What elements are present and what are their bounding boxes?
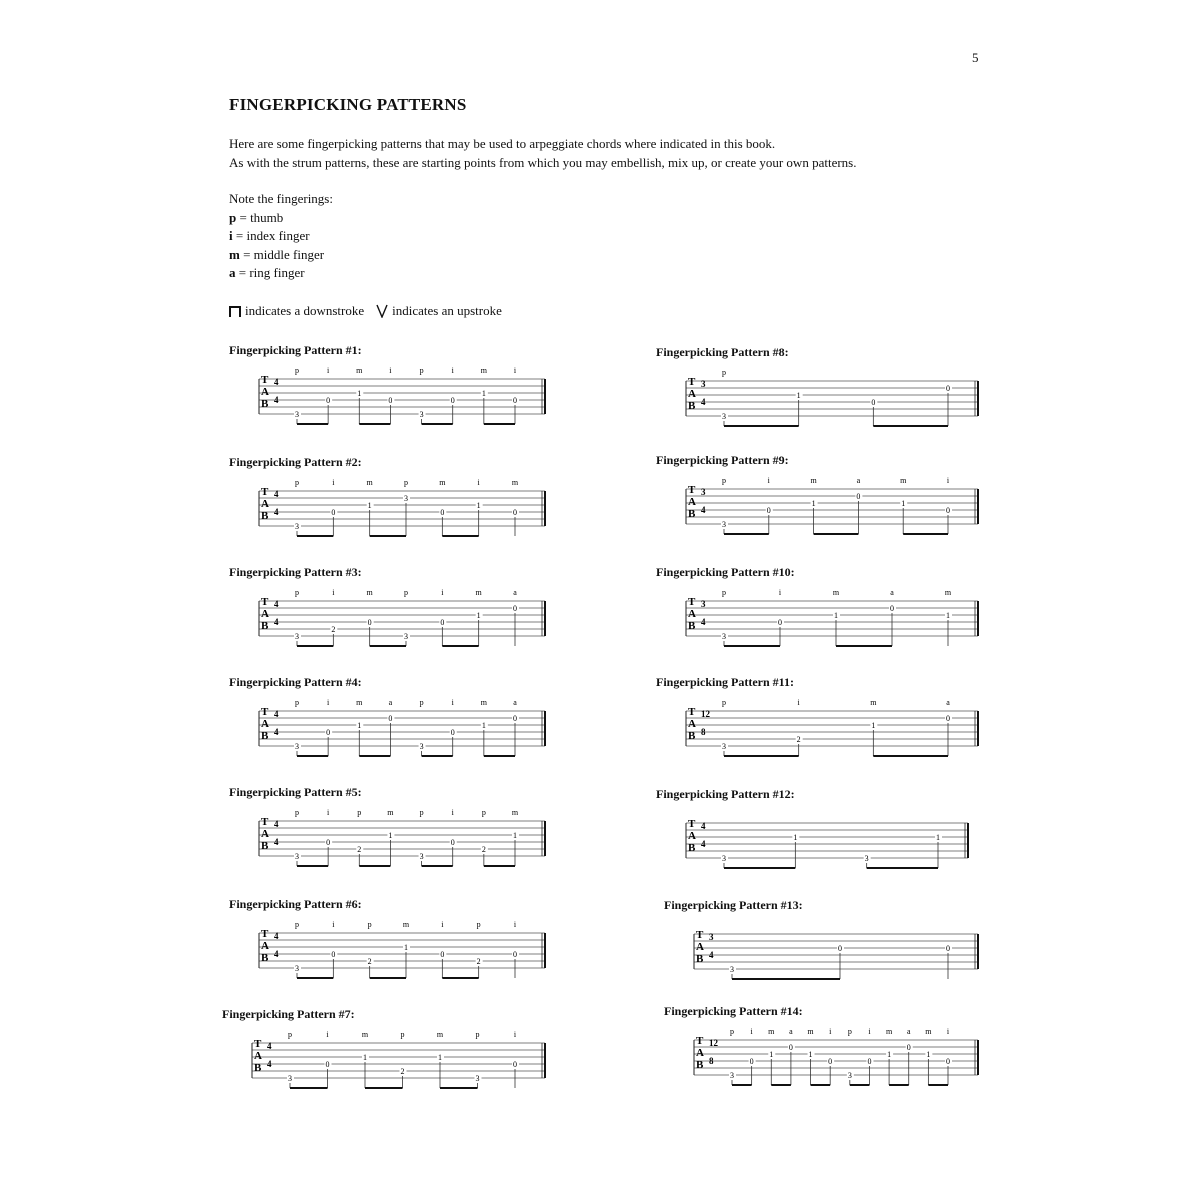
tab-staff xyxy=(686,579,988,659)
fret-number: 3 xyxy=(295,852,299,861)
downstroke-icon xyxy=(229,305,241,317)
pattern-label: Fingerpicking Pattern #8: xyxy=(656,345,789,359)
tab-letter: T xyxy=(696,1035,704,1047)
tab-staff xyxy=(694,912,988,992)
pattern-label: Fingerpicking Pattern #4: xyxy=(229,675,362,689)
fingering-heading: Note the fingerings: xyxy=(229,191,333,206)
fret-number: 1 xyxy=(476,611,481,620)
finger-label: a xyxy=(946,698,950,707)
tab-letter: A xyxy=(261,940,269,952)
fret-number: 1 xyxy=(926,1050,931,1059)
fret-number: 1 xyxy=(834,611,838,620)
tab-letter: B xyxy=(261,952,269,964)
fingering-legend xyxy=(229,190,333,283)
fret-number: 1 xyxy=(481,389,486,398)
fret-number: 0 xyxy=(440,950,445,959)
time-signature-bottom: 8 xyxy=(709,1056,714,1066)
fret-number: 0 xyxy=(946,714,950,723)
finger-label: p xyxy=(847,1027,852,1036)
finger-label: i xyxy=(332,920,335,929)
fret-number: 0 xyxy=(946,506,950,515)
tab-staff xyxy=(259,911,555,991)
finger-label: p xyxy=(419,698,424,707)
fret-number: 1 xyxy=(793,833,798,842)
fret-number: 1 xyxy=(871,721,876,730)
fret-number: 0 xyxy=(838,944,842,953)
finger-label: i xyxy=(778,588,782,597)
finger-label: p xyxy=(481,808,486,817)
tab-letter: T xyxy=(261,706,269,718)
fret-number: 3 xyxy=(419,410,424,419)
tab-letter: T xyxy=(688,818,696,830)
tab-staff xyxy=(259,469,555,549)
finger-label: i xyxy=(332,478,335,487)
fret-number: 3 xyxy=(288,1074,292,1083)
tab-letter: B xyxy=(688,400,696,412)
tab-staff xyxy=(259,357,555,437)
fret-number: 0 xyxy=(513,714,517,723)
tab-letter: T xyxy=(696,929,704,941)
time-signature-bottom: 4 xyxy=(274,837,279,847)
fret-number: 1 xyxy=(357,721,362,730)
fret-number: 3 xyxy=(722,520,726,529)
fret-number: 1 xyxy=(476,501,481,510)
finger-label: m xyxy=(807,1027,814,1036)
fret-number: 0 xyxy=(440,618,445,627)
fret-number: 0 xyxy=(388,714,393,723)
tab-letter: B xyxy=(261,510,269,522)
fret-number: 1 xyxy=(388,831,393,840)
finger-label: m xyxy=(356,698,363,707)
fret-number: 1 xyxy=(811,499,816,508)
pattern-label: Fingerpicking Pattern #13: xyxy=(664,898,803,912)
tab-staff xyxy=(686,689,988,769)
finger-label: p xyxy=(295,588,299,597)
tab-letter: A xyxy=(261,498,269,510)
fingering-item: i = index finger xyxy=(229,228,310,243)
fret-number: 0 xyxy=(326,396,331,405)
finger-label: m xyxy=(356,366,363,375)
finger-label: i xyxy=(829,1027,832,1036)
fret-number: 0 xyxy=(440,508,445,517)
finger-label: m xyxy=(900,476,907,485)
fret-number: 0 xyxy=(331,508,336,517)
fret-number: 0 xyxy=(513,508,517,517)
pattern-label: Fingerpicking Pattern #6: xyxy=(229,897,362,911)
fret-number: 2 xyxy=(331,625,336,634)
page-title: FINGERPICKING PATTERNS xyxy=(229,95,467,114)
fret-number: 3 xyxy=(295,410,299,419)
finger-label: p xyxy=(288,1030,292,1039)
fingering-item: a = ring finger xyxy=(229,265,305,280)
fret-number: 3 xyxy=(475,1074,480,1083)
finger-label: i xyxy=(513,920,517,929)
tab-letter: A xyxy=(688,718,696,730)
tab-letter: T xyxy=(688,706,696,718)
upstroke-icon xyxy=(376,304,388,318)
finger-label: m xyxy=(511,478,519,487)
finger-label: i xyxy=(946,476,950,485)
fret-number: 1 xyxy=(438,1053,442,1062)
tab-letter: B xyxy=(688,730,696,742)
finger-label: a xyxy=(789,1027,793,1036)
fret-number: 1 xyxy=(363,1053,367,1062)
finger-label: i xyxy=(451,808,454,817)
finger-label: i xyxy=(767,476,770,485)
fret-number: 0 xyxy=(367,618,372,627)
finger-label: m xyxy=(480,366,487,375)
finger-label: m xyxy=(511,808,519,817)
tab-letter: T xyxy=(688,484,696,496)
tab-letter: A xyxy=(688,608,696,620)
fret-number: 0 xyxy=(871,398,876,407)
fingering-item: m = middle finger xyxy=(229,246,325,262)
finger-label: m xyxy=(361,1030,369,1039)
fret-number: 1 xyxy=(796,391,801,400)
fret-number: 0 xyxy=(867,1057,872,1066)
fret-number: 3 xyxy=(722,632,726,641)
finger-label: i xyxy=(441,588,444,597)
finger-label: m xyxy=(870,698,877,707)
tab-letter: A xyxy=(696,941,704,953)
fret-number: 0 xyxy=(513,1060,517,1069)
downstroke-label: indicates a downstroke xyxy=(245,303,365,318)
fret-number: 3 xyxy=(419,742,424,751)
finger-label: a xyxy=(388,698,393,707)
finger-label: i xyxy=(326,1030,329,1039)
tab-letter: A xyxy=(688,830,696,842)
time-signature-top: 4 xyxy=(274,599,279,609)
fret-number: 2 xyxy=(796,735,801,744)
finger-label: p xyxy=(722,476,726,485)
tab-letter: T xyxy=(688,596,696,608)
fret-number: 3 xyxy=(730,1071,734,1080)
finger-label: i xyxy=(797,698,800,707)
pattern-label: Fingerpicking Pattern #12: xyxy=(656,787,795,801)
finger-label: p xyxy=(722,588,726,597)
finger-label: p xyxy=(295,808,299,817)
time-signature-bottom: 4 xyxy=(701,839,706,849)
tab-letter: T xyxy=(261,928,269,940)
fret-number: 0 xyxy=(513,950,517,959)
fret-number: 3 xyxy=(722,412,726,421)
time-signature-top: 3 xyxy=(709,932,714,942)
pattern-label: Fingerpicking Pattern #9: xyxy=(656,453,789,467)
fret-number: 0 xyxy=(890,604,894,613)
time-signature-bottom: 4 xyxy=(709,950,714,960)
finger-label: p xyxy=(419,808,424,817)
tab-staff xyxy=(252,1021,555,1101)
pattern-label: Fingerpicking Pattern #10: xyxy=(656,565,795,579)
intro-line: Here are some fingerpicking patterns that may be used to arpeggiate chords where indicated in this book. xyxy=(229,136,776,151)
finger-label: a xyxy=(906,1027,911,1036)
tab-letter: T xyxy=(261,486,269,498)
stroke-legend xyxy=(229,303,502,319)
time-signature-top: 4 xyxy=(274,377,279,387)
tab-letter: B xyxy=(261,398,269,410)
pattern-label: Fingerpicking Pattern #2: xyxy=(229,455,362,469)
tab-staff xyxy=(259,579,555,659)
tab-staff xyxy=(686,359,988,439)
fret-number: 1 xyxy=(936,833,940,842)
finger-label: m xyxy=(810,476,817,485)
fret-number: 3 xyxy=(730,965,734,974)
finger-label: m xyxy=(387,808,394,817)
fret-number: 3 xyxy=(404,494,408,503)
tab-letter: A xyxy=(261,386,269,398)
page-number: 5 xyxy=(972,50,979,65)
finger-label: m xyxy=(366,588,373,597)
fret-number: 0 xyxy=(906,1043,911,1052)
fret-number: 1 xyxy=(367,501,372,510)
finger-label: p xyxy=(400,1030,405,1039)
time-signature-bottom: 4 xyxy=(701,505,706,515)
finger-label: m xyxy=(832,588,840,597)
finger-label: p xyxy=(295,366,299,375)
fret-number: 0 xyxy=(331,950,336,959)
time-signature-bottom: 4 xyxy=(701,617,706,627)
fret-number: 0 xyxy=(325,1060,330,1069)
tab-letter: T xyxy=(688,376,696,388)
finger-label: p xyxy=(476,920,481,929)
time-signature-bottom: 4 xyxy=(274,949,279,959)
fret-number: 0 xyxy=(749,1057,754,1066)
time-signature-top: 4 xyxy=(701,821,706,831)
fret-number: 0 xyxy=(946,944,950,953)
finger-label: p xyxy=(404,478,408,487)
tab-letter: B xyxy=(254,1062,262,1074)
finger-label: p xyxy=(730,1027,734,1036)
fret-number: 0 xyxy=(513,604,517,613)
finger-label: p xyxy=(295,478,299,487)
fret-number: 0 xyxy=(513,396,517,405)
finger-label: i xyxy=(513,1030,517,1039)
time-signature-bottom: 4 xyxy=(701,397,706,407)
pattern-label: Fingerpicking Pattern #11: xyxy=(656,675,794,689)
tab-letter: A xyxy=(254,1050,262,1062)
finger-label: a xyxy=(856,476,861,485)
fret-number: 0 xyxy=(326,838,331,847)
time-signature-bottom: 8 xyxy=(701,727,706,737)
fret-number: 1 xyxy=(887,1050,892,1059)
time-signature-bottom: 4 xyxy=(267,1059,272,1069)
fret-number: 1 xyxy=(769,1050,774,1059)
fret-number: 2 xyxy=(357,845,362,854)
finger-label: m xyxy=(366,478,373,487)
fret-number: 0 xyxy=(450,838,455,847)
tab-staff xyxy=(686,801,978,881)
finger-label: i xyxy=(327,808,330,817)
finger-label: p xyxy=(419,366,424,375)
pattern-label: Fingerpicking Pattern #7: xyxy=(222,1007,355,1021)
fret-number: 3 xyxy=(295,964,299,973)
finger-label: i xyxy=(327,698,330,707)
tab-staff xyxy=(259,689,555,769)
tab-letter: B xyxy=(261,840,269,852)
fingering-item: p = thumb xyxy=(229,209,284,225)
finger-label: p xyxy=(404,588,408,597)
fret-number: 1 xyxy=(808,1050,813,1059)
time-signature-top: 12 xyxy=(709,1038,718,1048)
tab-letter: A xyxy=(261,718,269,730)
fret-number: 3 xyxy=(722,742,726,751)
time-signature-top: 12 xyxy=(701,709,710,719)
fret-number: 1 xyxy=(481,721,486,730)
fret-number: 2 xyxy=(367,957,372,966)
fret-number: 0 xyxy=(828,1057,833,1066)
finger-label: p xyxy=(295,920,299,929)
finger-label: m xyxy=(439,478,446,487)
finger-label: i xyxy=(451,366,454,375)
tab-letter: B xyxy=(261,730,269,742)
pattern-label: Fingerpicking Pattern #5: xyxy=(229,785,362,799)
fret-number: 1 xyxy=(357,389,362,398)
finger-label: i xyxy=(441,920,444,929)
tab-letter: A xyxy=(261,608,269,620)
time-signature-bottom: 4 xyxy=(274,617,279,627)
tab-letter: A xyxy=(261,828,269,840)
upstroke-label: indicates an upstroke xyxy=(392,303,502,318)
finger-label: p xyxy=(722,698,726,707)
finger-label: i xyxy=(750,1027,753,1036)
tab-letter: B xyxy=(696,953,704,965)
finger-label: m xyxy=(925,1027,932,1036)
tab-letter: B xyxy=(688,842,696,854)
time-signature-bottom: 4 xyxy=(274,395,279,405)
fret-number: 3 xyxy=(404,632,408,641)
fret-number: 3 xyxy=(847,1071,852,1080)
finger-label: m xyxy=(885,1027,893,1036)
tab-letter: B xyxy=(688,620,696,632)
intro-text xyxy=(229,135,856,172)
fret-number: 0 xyxy=(946,384,950,393)
finger-label: m xyxy=(944,588,952,597)
fret-number: 0 xyxy=(388,396,393,405)
finger-label: i xyxy=(451,698,454,707)
finger-label: m xyxy=(475,588,482,597)
finger-label: i xyxy=(513,366,517,375)
tab-staff xyxy=(686,467,988,547)
time-signature-top: 3 xyxy=(701,599,706,609)
fret-number: 1 xyxy=(946,611,950,620)
fret-number: 2 xyxy=(476,957,481,966)
fret-number: 0 xyxy=(766,506,771,515)
fret-number: 1 xyxy=(404,943,408,952)
finger-label: i xyxy=(389,366,392,375)
time-signature-top: 4 xyxy=(274,489,279,499)
tab-letter: B xyxy=(696,1059,704,1071)
pattern-label: Fingerpicking Pattern #3: xyxy=(229,565,362,579)
fret-number: 0 xyxy=(450,396,455,405)
fret-number: 3 xyxy=(419,852,424,861)
finger-label: i xyxy=(327,366,330,375)
finger-label: i xyxy=(868,1027,871,1036)
tab-letter: B xyxy=(261,620,269,632)
fret-number: 2 xyxy=(400,1067,405,1076)
finger-label: p xyxy=(295,698,299,707)
tab-letter: T xyxy=(261,374,269,386)
tab-letter: T xyxy=(261,596,269,608)
fret-number: 2 xyxy=(481,845,486,854)
fret-number: 1 xyxy=(513,831,517,840)
fret-number: 0 xyxy=(326,728,331,737)
fret-number: 3 xyxy=(864,854,869,863)
tab-letter: T xyxy=(254,1038,262,1050)
time-signature-top: 4 xyxy=(267,1041,272,1051)
finger-label: m xyxy=(768,1027,775,1036)
fret-number: 0 xyxy=(856,492,861,501)
intro-line: As with the strum patterns, these are starting points from which you may embellish, mix up, or create your own patterns. xyxy=(229,154,857,170)
time-signature-top: 3 xyxy=(701,487,706,497)
finger-label: i xyxy=(477,478,480,487)
finger-label: i xyxy=(332,588,335,597)
finger-label: a xyxy=(513,588,517,597)
time-signature-bottom: 4 xyxy=(274,507,279,517)
tab-letter: B xyxy=(688,508,696,520)
time-signature-top: 4 xyxy=(274,819,279,829)
finger-label: a xyxy=(890,588,894,597)
pattern-label: Fingerpicking Pattern #14: xyxy=(664,1004,803,1018)
fret-number: 3 xyxy=(295,742,299,751)
finger-label: m xyxy=(402,920,410,929)
time-signature-top: 4 xyxy=(274,931,279,941)
finger-label: i xyxy=(946,1027,950,1036)
fret-number: 3 xyxy=(722,854,726,863)
fret-number: 3 xyxy=(295,522,299,531)
finger-label: p xyxy=(722,368,726,377)
tab-staff xyxy=(259,799,555,879)
finger-label: p xyxy=(475,1030,480,1039)
tab-letter: A xyxy=(688,388,696,400)
time-signature-top: 4 xyxy=(274,709,279,719)
finger-label: p xyxy=(357,808,362,817)
tab-letter: A xyxy=(688,496,696,508)
finger-label: m xyxy=(480,698,487,707)
fret-number: 0 xyxy=(788,1043,793,1052)
finger-label: m xyxy=(436,1030,444,1039)
fret-number: 0 xyxy=(450,728,455,737)
finger-label: p xyxy=(367,920,372,929)
fret-number: 0 xyxy=(946,1057,950,1066)
tab-staff xyxy=(694,1018,988,1098)
time-signature-bottom: 4 xyxy=(274,727,279,737)
finger-label: a xyxy=(513,698,517,707)
fret-number: 1 xyxy=(901,499,906,508)
fret-number: 0 xyxy=(778,618,782,627)
tab-letter: A xyxy=(696,1047,704,1059)
pattern-label: Fingerpicking Pattern #1: xyxy=(229,343,362,357)
time-signature-top: 3 xyxy=(701,379,706,389)
tab-letter: T xyxy=(261,816,269,828)
fret-number: 3 xyxy=(295,632,299,641)
